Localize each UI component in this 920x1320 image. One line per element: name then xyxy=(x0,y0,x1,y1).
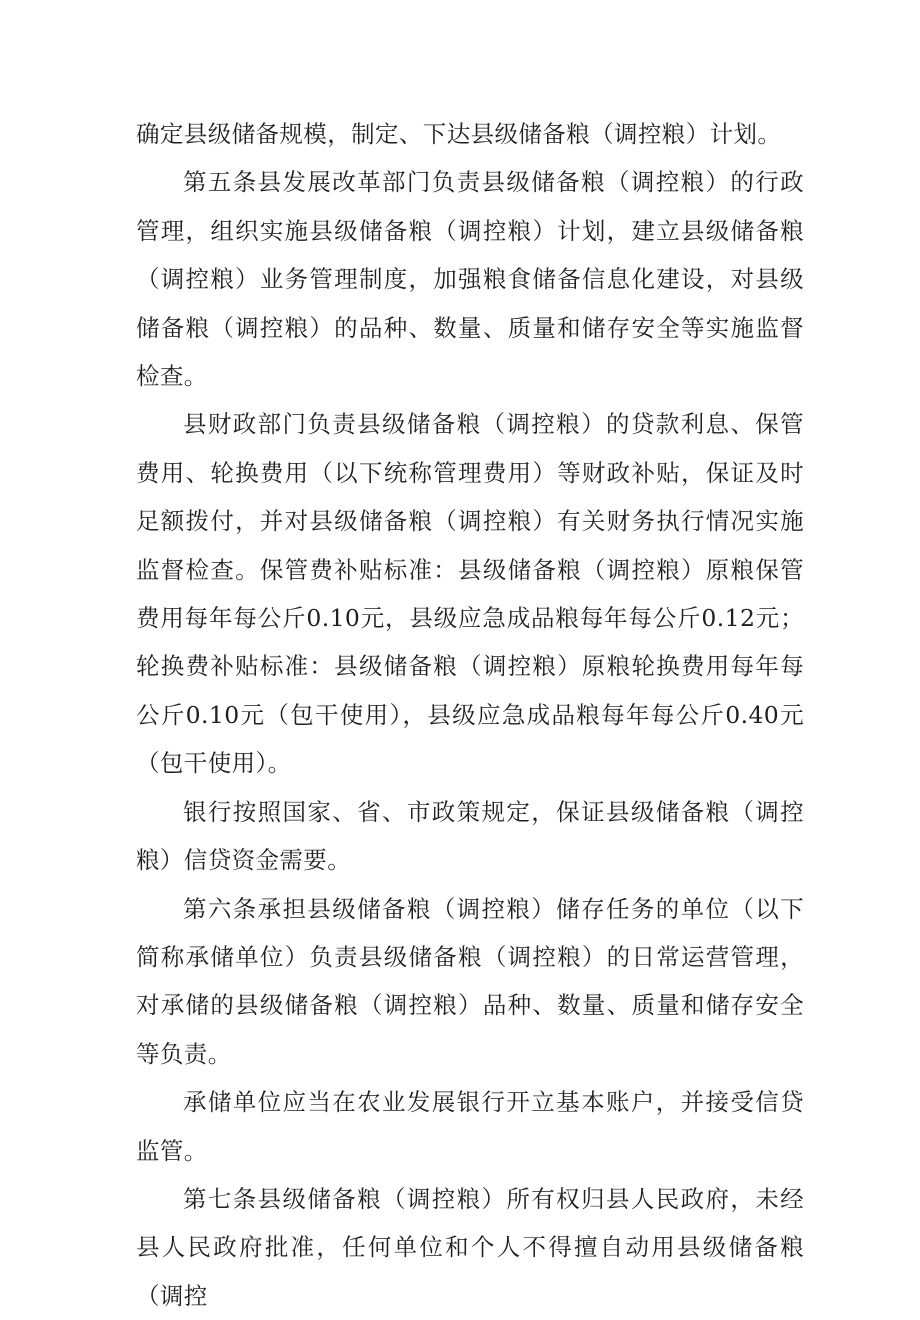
paragraph-finance-department: 县财政部门负责县级储备粮（调控粮）的贷款利息、保管费用、轮换费用（以下统称管理费用）等财政补贴，保证及时足额拨付，并对县级储备粮（调控粮）有关财务执行情况实施监督检查。保管费补贴标准：县级储备粮（调控粮）原粮保管费用每年每公斤0.10元，县级应急成品粮每年每公斤0.12元；轮换费补贴标准：县级储备粮（调控粮）原粮轮换费用每年每公斤0.10元（包干使用），县级应急成品粮每年每公斤0.40元（包干使用）。 xyxy=(136,410,804,778)
document-body xyxy=(136,110,804,1320)
paragraph-continuation: 确定县级储备规模，制定、下达县级储备粮（调控粮）计划。 xyxy=(136,120,782,148)
paragraph-bank: 银行按照国家、省、市政策规定，保证县级储备粮（调控粮）信贷资金需要。 xyxy=(136,797,804,875)
paragraph-article-6: 第六条承担县级储备粮（调控粮）储存任务的单位（以下简称承储单位）负责县级储备粮（调控粮）的日常运营管理，对承储的县级储备粮（调控粮）品种、数量、质量和储存安全等负责。 xyxy=(136,894,804,1068)
paragraph-article-7: 第七条县级储备粮（调控粮）所有权归县人民政府，未经县人民政府批准，任何单位和个人不得擅自动用县级储备粮（调控 xyxy=(136,1184,804,1310)
paragraph-article-5: 第五条县发展改革部门负责县级储备粮（调控粮）的行政管理，组织实施县级储备粮（调控粮）计划，建立县级储备粮（调控粮）业务管理制度，加强粮食储备信息化建设，对县级储备粮（调控粮）的品种、数量、质量和储存安全等实施监督检查。 xyxy=(136,168,804,391)
paragraph-storage-unit-account: 承储单位应当在农业发展银行开立基本账户，并接受信贷监管。 xyxy=(136,1088,804,1165)
